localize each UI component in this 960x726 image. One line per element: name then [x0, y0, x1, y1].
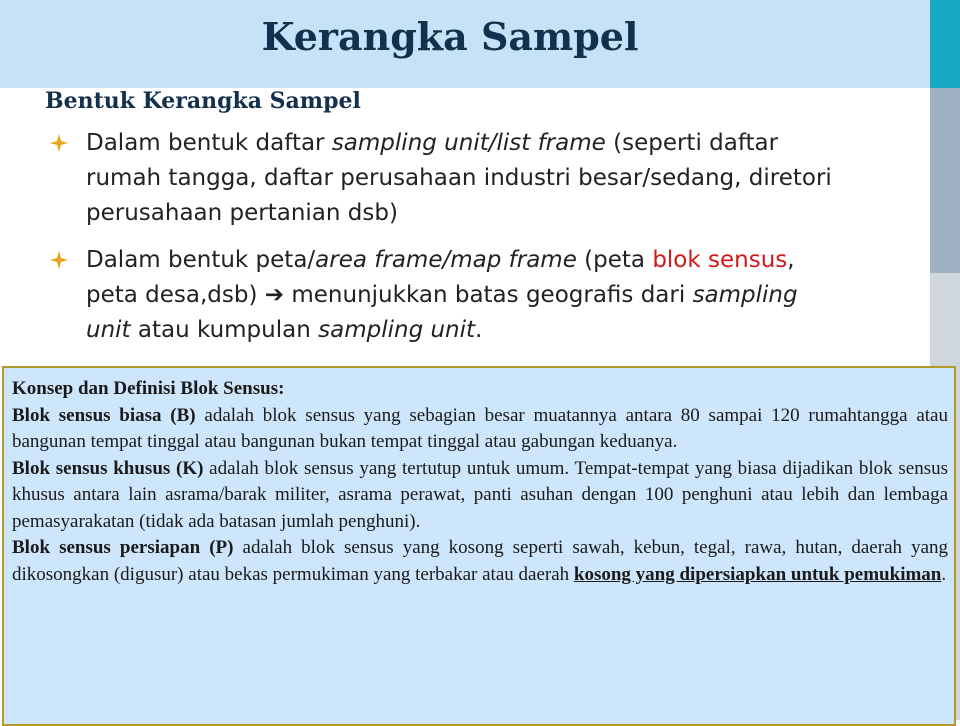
bullet-list	[50, 126, 840, 360]
slide-title: Kerangka Sampel	[261, 14, 639, 59]
definition-box	[2, 366, 956, 726]
definition-blok-biasa: Blok sensus biasa (B) adalah blok sensus yang sebagian besar muatannya antara 80 sampai 120 rumahtangga atau bangunan tempat tinggal atau bangunan bukan tempat tinggal atau gabungan keduanya.	[12, 404, 948, 452]
definition-blok-persiapan: Blok sensus persiapan (P) adalah blok sensus yang kosong seperti sawah, kebun, tegal, rawa, hutan, daerah yang dikosongkan (digusur) atau bekas permukiman yang terbakar atau daerah kosong yang dipersiapkan untuk pemukiman.	[12, 537, 948, 585]
rail-accent	[930, 0, 960, 88]
diamond-bullet-icon	[50, 251, 68, 269]
bullet-item-map-frame	[50, 243, 840, 348]
definition-heading: Konsep dan Definisi Blok Sensus:	[12, 378, 285, 399]
definition-blok-khusus: Blok sensus khusus (K) adalah blok sensus yang tertutup untuk umum. Tempat-tempat yang biasa dijadikan blok sensus khusus antara lain asrama/barak militer, asrama perawat, panti asuhan dengan 100 penghuni atau lebih dan lembaga pemasyarakatan (tidak ada batasan jumlah penghuni).	[12, 457, 948, 532]
slide-subtitle: Bentuk Kerangka Sampel	[45, 88, 361, 114]
diamond-bullet-icon	[50, 134, 68, 152]
right-arrow-icon: ➔	[264, 282, 285, 308]
highlight-blok-sensus: blok sensus	[652, 247, 788, 273]
bullet-text: Dalam bentuk peta/area frame/map frame (peta blok sensus, peta desa,dsb) ➔ menunjukkan batas geografis dari sampling unit atau kumpulan sampling unit.	[86, 247, 798, 343]
rail-mid-block	[930, 88, 960, 273]
bullet-text: Dalam bentuk daftar sampling unit/list frame (seperti daftar rumah tangga, daftar perusahaan industri besar/sedang, diretori perusahaan pertanian dsb)	[86, 130, 832, 226]
bullet-item-list-frame	[50, 126, 840, 231]
